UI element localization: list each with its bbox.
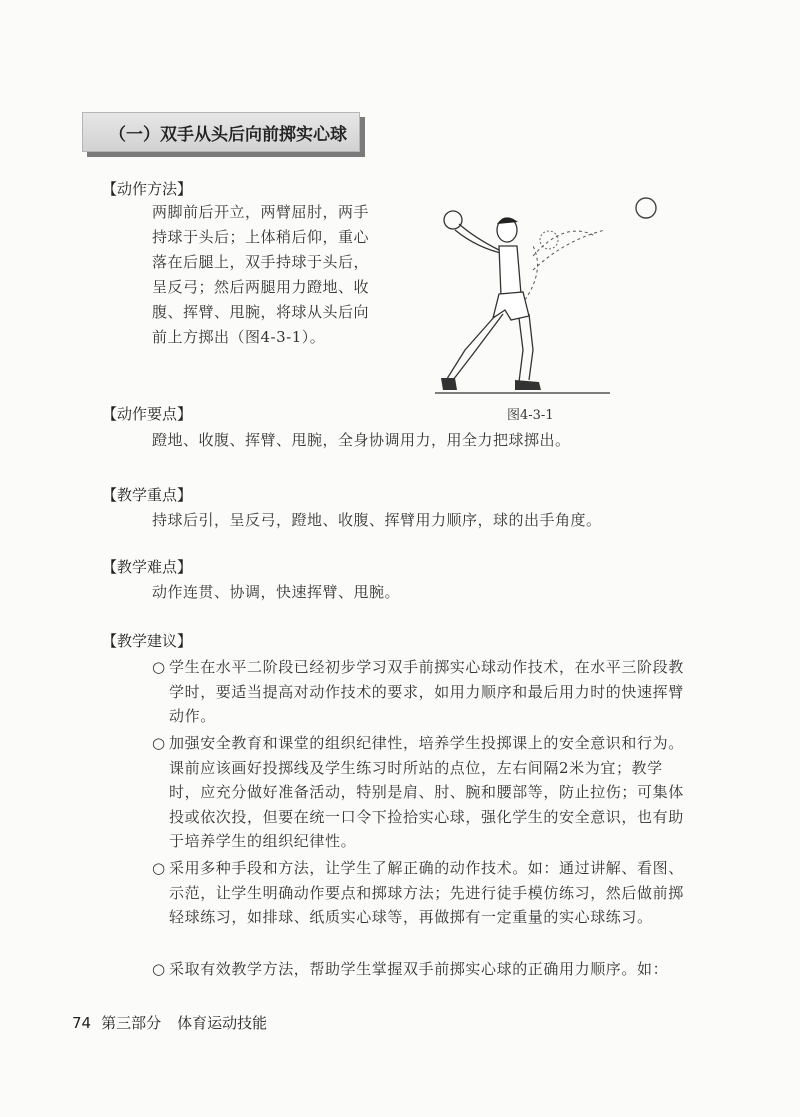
section-title: （一）双手从头后向前掷实心球 <box>82 112 360 152</box>
bullet-circle: ○ <box>152 960 166 978</box>
label-key-points: 【动作要点】 <box>102 405 193 423</box>
suggestion-text: 采取有效教学方法，帮助学生掌握双手前掷实心球的正确用力顺序。如： <box>169 960 669 978</box>
label-method: 【动作方法】 <box>102 180 193 198</box>
athlete-throwing-illustration <box>415 190 665 405</box>
label-teaching-suggestions: 【教学建议】 <box>102 632 193 650</box>
teaching-focus-text: 持球后引，呈反弓，蹬地、收腹、挥臂用力顺序，球的出手角度。 <box>152 511 602 529</box>
page-footer <box>72 1012 267 1033</box>
key-points-text: 蹬地、收腹、挥臂、甩腕，全身协调用力，用全力把球掷出。 <box>152 431 571 449</box>
bullet-circle: ○ <box>152 658 166 676</box>
suggestion-item <box>152 957 692 982</box>
figure-caption: 图4-3-1 <box>507 408 554 423</box>
bullet-circle: ○ <box>152 734 166 752</box>
suggestion-text: 学生在水平二阶段已经初步学习双手前掷实心球动作技术，在水平三阶段教学时，要适当提高对动作技术的要求，如用力顺序和最后用力时的快速挥臂动作。 <box>169 658 684 725</box>
page-number: 74 <box>72 1014 92 1032</box>
label-teaching-focus: 【教学重点】 <box>102 486 193 504</box>
suggestion-item <box>152 731 692 854</box>
teaching-difficulty-text: 动作连贯、协调，快速挥臂、甩腕。 <box>152 583 401 601</box>
footer-part: 第三部分 <box>101 1014 162 1032</box>
method-text: 两脚前后开立，两臂屈肘，两手持球于头后；上体稍后仰，重心落在后腿上，双手持球于头后，呈反弓；然后两腿用力蹬地、收腹、挥臂、甩腕，将球从头后向前上方掷出（图4-3-1）。 <box>152 203 370 346</box>
suggestion-text: 加强安全教育和课堂的组织纪律性，培养学生投掷课上的安全意识和行为。课前应该画好投掷线及学生练习时所站的点位，左右间隔2米为宜；教学时，应充分做好准备活动，特别是肩、肘、腕和腰部等，防止拉伤；可集体投或依次投，但要在统一口令下捡拾实心球，强化学生的安全意识，也有助于培养学生的组织纪律性。 <box>169 734 684 850</box>
label-teaching-difficulty: 【教学难点】 <box>102 558 193 576</box>
suggestion-item <box>152 856 692 930</box>
suggestion-item <box>152 655 692 729</box>
figure-shot-put-throw <box>415 190 665 405</box>
suggestion-text: 采用多种手段和方法，让学生了解正确的动作技术。如：通过讲解、看图、示范，让学生明确动作要点和掷球方法；先进行徒手模仿练习，然后做前掷轻球练习，如排球、纸质实心球等，再做掷有一定重量的实心球练习。 <box>169 859 684 926</box>
bullet-circle: ○ <box>152 859 166 877</box>
footer-chapter: 体育运动技能 <box>177 1014 268 1032</box>
